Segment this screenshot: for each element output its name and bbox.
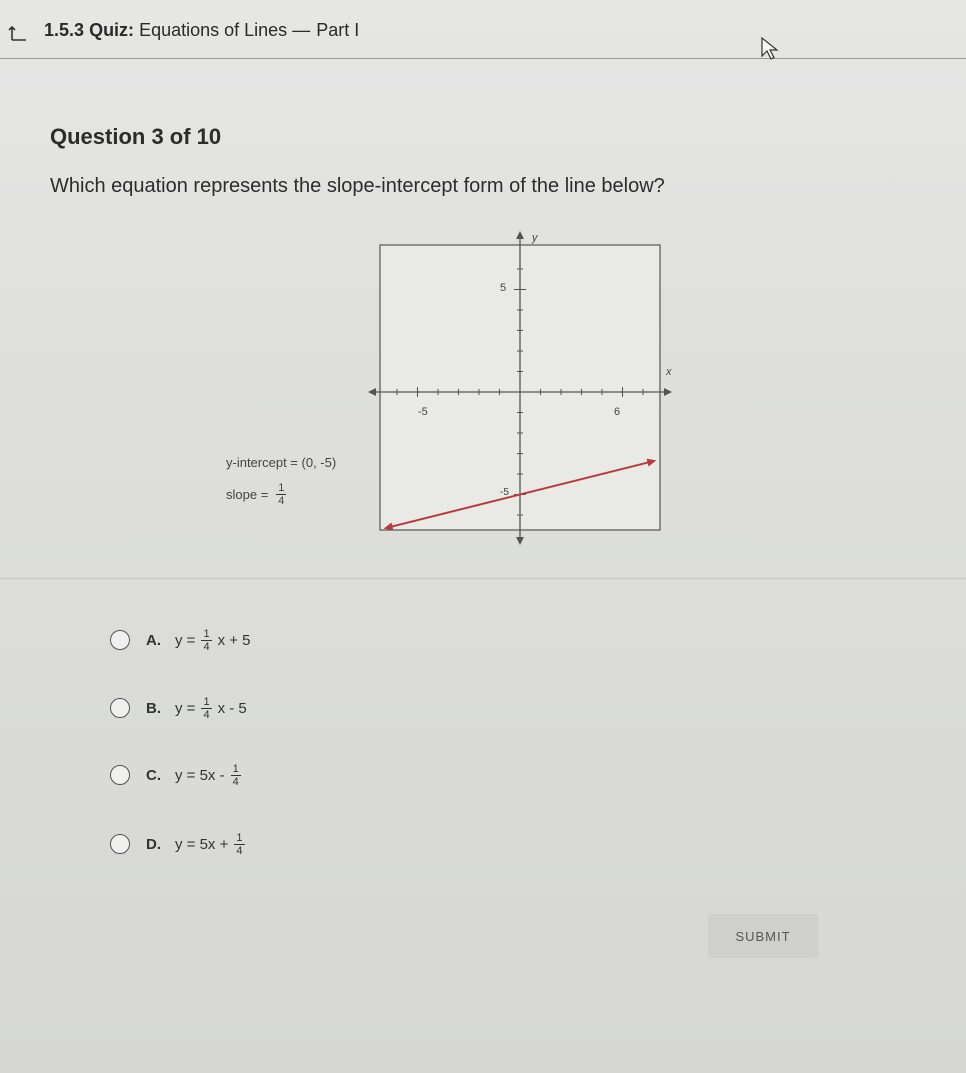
slope-label [226,482,288,507]
back-arrow-icon[interactable] [8,24,28,44]
fraction-numerator: 1 [203,627,210,640]
slope-numerator: 1 [278,482,285,494]
slope-denominator: 4 [278,495,285,507]
equation-left: y = [175,631,196,649]
option-a[interactable] [110,620,251,660]
slope-fraction [276,482,286,507]
radio-button-b[interactable] [110,698,130,718]
line-graph [360,225,680,555]
fraction-denominator: 4 [232,775,239,788]
equation-right: x - 5 [217,699,247,717]
y-tick-label-5: 5 [500,282,507,294]
y-axis-label: y [532,232,538,244]
equation-fraction [231,763,241,788]
lesson-part: Part I [316,20,360,40]
mouse-cursor-icon [760,36,780,62]
x-axis-left-arrow [368,388,376,396]
option-equation [175,628,251,653]
option-equation [175,763,247,788]
question-text: Which equation represents the slope-intercept form of the line below? [50,175,665,197]
option-letter: B. [146,699,161,717]
submit-button[interactable]: SUBMIT [708,914,818,958]
option-letter: A. [146,631,161,649]
x-axis-label: x [666,366,672,378]
header-title [44,20,359,41]
y-tick-label-neg5: -5 [500,487,509,498]
equation-fraction [234,832,244,857]
equation-left: y = 5x - [175,766,225,784]
section-divider [0,578,966,579]
question-number: Question 3 of 10 [50,124,222,149]
option-b[interactable] [110,688,247,728]
equation-fraction [201,628,211,653]
fraction-numerator: 1 [232,762,239,775]
slope-text: slope = [226,487,269,502]
lesson-title: Equations of Lines [139,20,288,40]
x-tick-label-6: 6 [614,406,621,418]
option-c[interactable] [110,755,247,795]
y-axis-top-arrow [516,231,524,239]
equation-fraction [201,696,211,721]
fraction-numerator: 1 [236,831,243,844]
header-bar [0,0,966,59]
x-tick-label-neg5: -5 [418,406,428,418]
title-separator: — [292,20,311,40]
x-axis-right-arrow [664,388,672,396]
radio-button-d[interactable] [110,834,130,854]
lesson-code: 1.5.3 [44,20,85,40]
lesson-type: Quiz: [89,20,135,40]
option-letter: D. [146,835,161,853]
radio-button-c[interactable] [110,765,130,785]
radio-button-a[interactable] [110,630,130,650]
y-axis-bottom-arrow [516,537,524,545]
fraction-denominator: 4 [203,708,210,721]
option-equation [175,832,251,857]
fraction-numerator: 1 [203,695,210,708]
equation-right: x + 5 [217,631,251,649]
fraction-denominator: 4 [236,844,243,857]
y-intercept-label: y-intercept = (0, -5) [226,455,337,470]
equation-left: y = [175,699,196,717]
equation-left: y = 5x + [175,835,229,853]
option-d[interactable] [110,824,251,864]
fraction-denominator: 4 [203,640,210,653]
option-letter: C. [146,766,161,784]
option-equation [175,696,247,721]
